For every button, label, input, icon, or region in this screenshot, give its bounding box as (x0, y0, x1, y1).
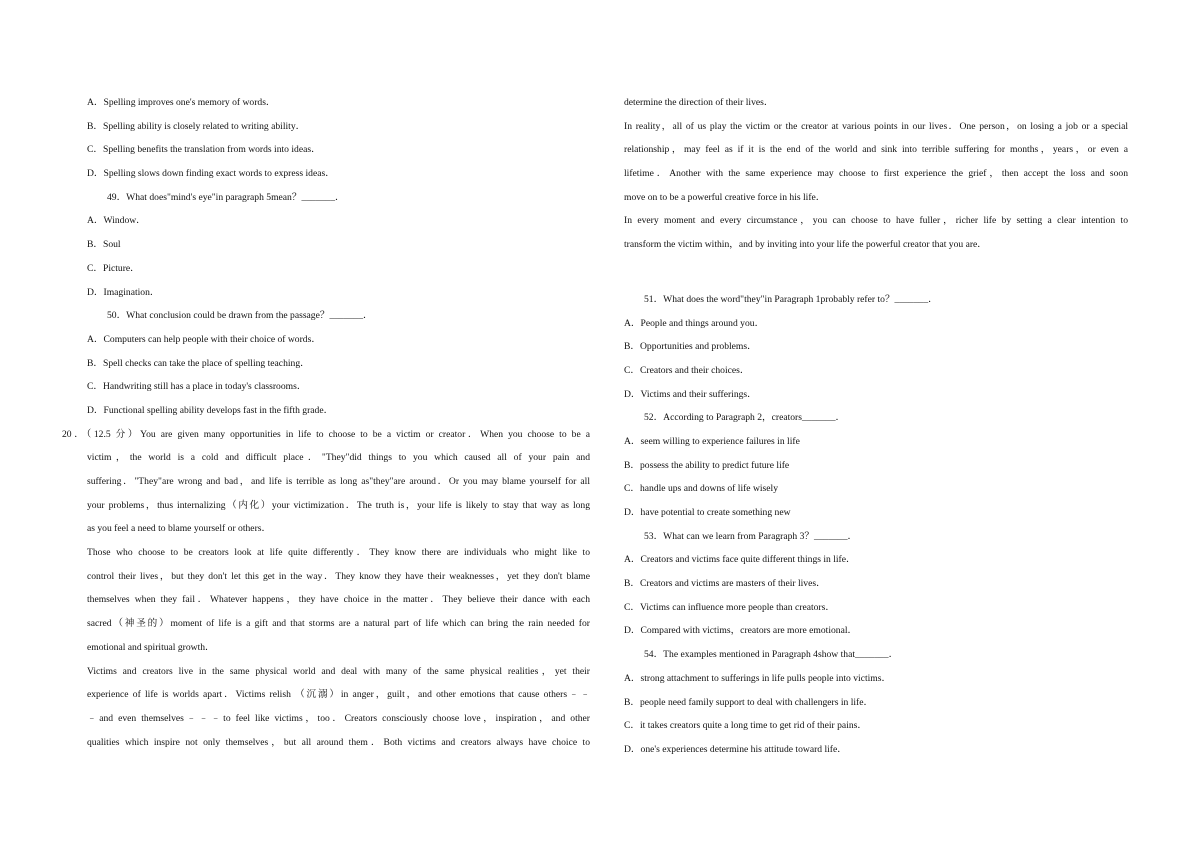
passage-line: themselves when they fail．Whatever happens，they have choice in the matter．They believe their dance with each (87, 594, 590, 606)
q53-option-c: C．Victims can influence more people than creators． (624, 601, 835, 613)
q49-option-b: B．Soul (87, 239, 121, 251)
passage-line: emotional and spiritual growth． (87, 641, 215, 653)
q54-option-a: A．strong attachment to sufferings in life pulls people into victims． (624, 672, 892, 684)
q48-option-c: C．Spelling benefits the translation from words into ideas． (87, 144, 321, 156)
q49-option-a: A．Window． (87, 215, 146, 227)
right-column (624, 94, 1128, 765)
passage-line: Victims and creators live in the same physical world and deal with many of the same physical realities，yet their (87, 665, 590, 677)
q51-option-d: D．Victims and their sufferings． (624, 388, 757, 400)
q54-option-b: B．people need family support to deal with challengers in life． (624, 696, 874, 708)
passage-line: sacred（神圣的）moment of life is a gift and that storms are a natural part of life which can bring the rain needed for (87, 618, 590, 630)
passage-line: victim，the world is a cold and difficult place．"They"did things to you which caused all of your pain and (87, 452, 590, 464)
q51-stem: 51．What does the word"they"in Paragraph 1probably refer to？_______． (644, 293, 938, 305)
q54-option-d: D．one's experiences determine his attitude toward life． (624, 743, 847, 755)
passage-line: relationship，may feel as if it is the end of the world and sink into terrible suffering for months，years，or even a (624, 144, 1128, 156)
passage-line: as you feel a need to blame yourself or others． (87, 523, 272, 535)
q48-option-b: B．Spelling ability is closely related to writing ability． (87, 120, 306, 132)
q50-option-c: C．Handwriting still has a place in today's classrooms． (87, 381, 307, 393)
passage-line: In every moment and every circumstance，you can choose to have fuller，richer life by setting a clear intention to (624, 215, 1128, 227)
passage-line: Those who choose to be creators look at life quite differently．They know there are individuals who might like to (87, 547, 590, 559)
q51-option-b: B．Opportunities and problems． (624, 341, 757, 353)
left-column (62, 94, 590, 757)
q54-stem: 54．The examples mentioned in Paragraph 4show that_______． (644, 649, 899, 661)
passage-line: move on to be a powerful creative force in his life． (624, 191, 826, 203)
q52-option-a: A．seem willing to experience failures in life (624, 435, 800, 447)
passage-line: control their lives，but they don't let this get in the way．They know they have their weaknesses，yet they don't blame (87, 570, 590, 582)
q49-stem: 49．What does"mind's eye"in paragraph 5mean？_______． (107, 191, 345, 203)
q53-stem: 53．What can we learn from Paragraph 3？_______． (644, 530, 858, 542)
q52-option-d: D．have potential to create something new (624, 507, 791, 518)
q52-stem: 52．According to Paragraph 2，creators_______． (644, 412, 846, 424)
q51-option-a: A．People and things around you． (624, 317, 765, 329)
passage-line: qualities which inspire not only themselves，but all around them．Both victims and creators always have choice to (87, 736, 590, 748)
q50-option-b: B．Spell checks can take the place of spelling teaching． (87, 357, 310, 369)
q52-option-b: B．possess the ability to predict future life (624, 459, 790, 471)
passage-line: transform the victim within，and by inviting into your life the powerful creator that you are． (624, 239, 987, 251)
passage-line: 20．（12.5 分）You are given many opportunities in life to choose to be a victim or creator．When you choose to be a (62, 428, 590, 440)
q49-option-c: C．Picture． (87, 262, 140, 274)
q53-option-a: A．Creators and victims face quite different things in life． (624, 554, 856, 566)
section-spacer (624, 260, 1128, 291)
q49-option-d: D．Imagination． (87, 286, 160, 298)
passage-line: ﹣and even themselves﹣﹣﹣to feel like victims，too．Creators consciously choose love，inspiration，and other (87, 712, 590, 724)
passage-line: experience of life is worlds apart．Victims relish （沉溺）in anger，guilt，and other emotions that cause others﹣﹣ (87, 689, 590, 701)
passage-line: your problems，thus internalizing（内化）your victimization．The truth is，your life is likely to stay that way as long (87, 499, 590, 511)
q51-option-c: C．Creators and their choices． (624, 364, 750, 376)
passage-line: In reality，all of us play the victim or the creator at various points in our lives．One person，on losing a job or a special (624, 120, 1128, 132)
q48-option-a: A．Spelling improves one's memory of words． (87, 97, 276, 108)
q48-option-d: D．Spelling slows down finding exact words to express ideas． (87, 168, 335, 180)
q50-option-d: D．Functional spelling ability develops fast in the fifth grade． (87, 404, 334, 416)
q54-option-c: C．it takes creators quite a long time to get rid of their pains． (624, 720, 867, 732)
q50-stem: 50．What conclusion could be drawn from the passage？_______． (107, 310, 373, 322)
q50-option-a: A．Computers can help people with their choice of words． (87, 333, 321, 345)
passage-line: suffering．"They"are wrong and bad，and life is terrible as long as"they"are around．Or you may blame yourself for all (87, 476, 590, 487)
q52-option-c: C．handle ups and downs of life wisely (624, 483, 779, 495)
passage-line: lifetime．Another with the same experience may choose to first experience the grief，then accept the loss and soon (624, 168, 1128, 180)
q53-option-d: D．Compared with victims，creators are more emotional． (624, 625, 858, 637)
passage-line: determine the direction of their lives． (624, 97, 774, 108)
q53-option-b: B．Creators and victims are masters of their lives． (624, 578, 826, 590)
